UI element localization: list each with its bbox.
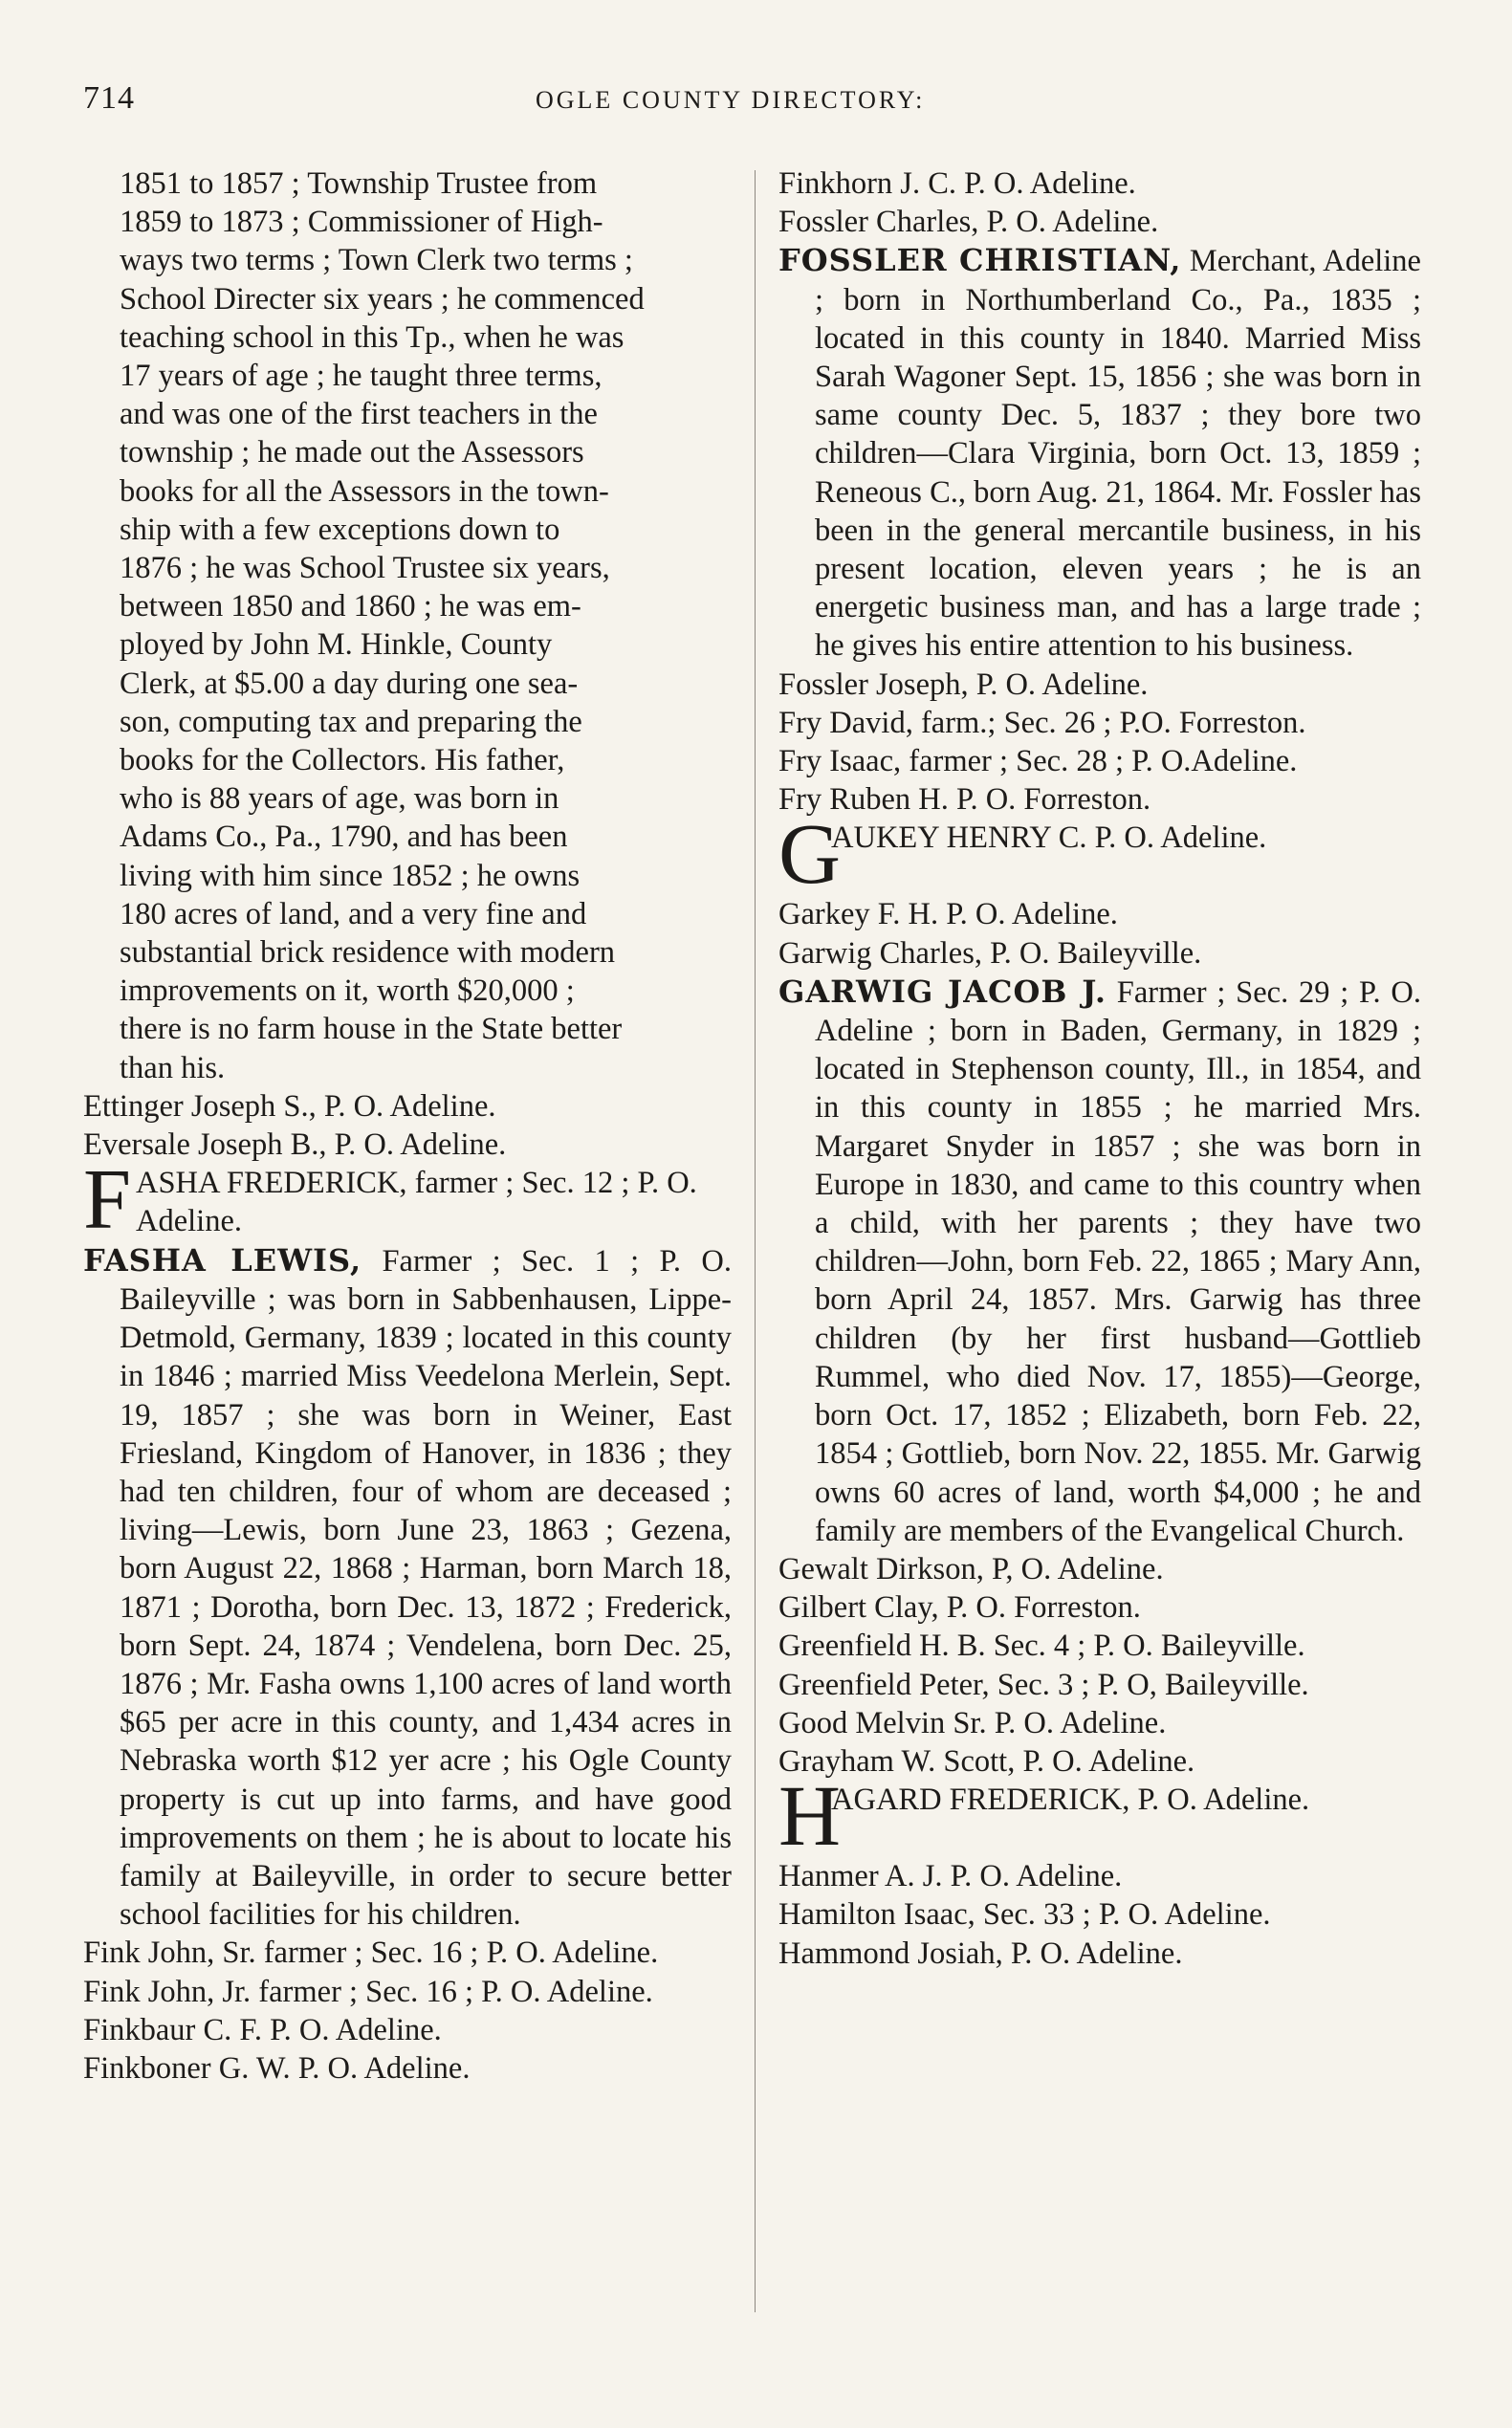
directory-entry: Good Melvin Sr. P. O. Adeline.	[778, 1705, 1167, 1740]
directory-entry: Garkey F. H. P. O. Adeline.	[778, 897, 1118, 932]
directory-entry: Eversale Joseph B., P. O. Adeline.	[83, 1127, 507, 1163]
text-line: township ; he made out the Assessors	[120, 435, 584, 470]
section-f	[83, 1152, 732, 1248]
entry-text: Farmer ; Sec. 29 ; P. O. Adeline ; born in Baden, Germany, in 1829 ; located in Stephenson county, Ill., in 1854, and in this county in 1855 ; he married Mrs. Margaret Snyder in 1857 ; she was born in Europe in 1830, and came to this country when a child, with her parents ; they have two children—John, born Feb. 22, 1865 ; Mary Ann, born April 24, 1857. Mrs. Garwig has three children (by her first husband—Gottlieb Rummel, who died Nov. 17, 1855)—George, born Oct. 17, 1852 ; Elizabeth, born Feb. 22, 1854 ; Gottlieb, born Nov. 22, 1855. Mr. Garwig owns 60 acres of land, worth $4,000 ; he and family are members of the Evangelical Church.	[815, 974, 1421, 1548]
directory-entry: Gewalt Dirkson, P, O. Adeline.	[778, 1551, 1164, 1586]
directory-entry: Ettinger Joseph S., P. O. Adeline.	[83, 1088, 496, 1124]
directory-entry: Finkhorn J. C. P. O. Adeline.	[778, 166, 1136, 201]
directory-entry: Hamilton Isaac, Sec. 33 ; P. O. Adeline.	[778, 1897, 1271, 1933]
biography-entry	[778, 973, 1421, 1550]
directory-entry: Fry Isaac, farmer ; Sec. 28 ; P. O.Adeline.	[778, 744, 1298, 779]
directory-entry: Hanmer A. J. P. O. Adeline.	[778, 1859, 1123, 1894]
directory-entry: AGARD FREDERICK, P. O. Adeline.	[831, 1783, 1310, 1818]
text-line: ship with a few exceptions down to	[120, 512, 560, 547]
section-h	[778, 1769, 1421, 1865]
entry-name: FOSSLER CHRISTIAN,	[778, 242, 1182, 279]
text-line: there is no farm house in the State better	[120, 1012, 623, 1047]
dropcap-letter: F	[83, 1152, 132, 1248]
page-number: 714	[83, 80, 135, 116]
left-column	[83, 164, 732, 2088]
text-line: Clerk, at $5.00 a day during one sea-	[120, 666, 579, 701]
directory-entry: Greenfield H. B. Sec. 4 ; P. O. Baileyville.	[778, 1629, 1305, 1664]
directory-entry: Fossler Joseph, P. O. Adeline.	[778, 667, 1149, 702]
text-line: son, computing tax and preparing the	[120, 704, 582, 739]
directory-entry: ASHA FREDERICK, farmer ; Sec. 12 ; P. O. Adeline.	[136, 1166, 697, 1239]
text-line: ways two terms ; Town Clerk two terms ;	[120, 243, 633, 278]
directory-entry: Fossler Charles, P. O. Adeline.	[778, 205, 1159, 240]
text-line: than his.	[120, 1050, 226, 1085]
entry-name: GARWIG JACOB J.	[778, 973, 1107, 1010]
text-line: School Directer six years ; he commenced	[120, 281, 645, 317]
dropcap-letter: H	[778, 1769, 841, 1865]
directory-entry: Fry David, farm.; Sec. 26 ; P.O. Forreston.	[778, 705, 1306, 740]
column-divider	[755, 170, 756, 2312]
text-line: Adams Co., Pa., 1790, and has been	[120, 820, 568, 855]
text-line: who is 88 years of age, was born in	[120, 781, 559, 817]
text-line: ployed by John M. Hinkle, County	[120, 627, 553, 663]
entry-text: Merchant, Adeline ; born in Northumberland Co., Pa., 1835 ; located in this county in 1840. Married Miss Sarah Wagoner Sept. 15, 1856 ; she was born in same county Dec. 5, 1837 ; they bore two children—Clara Virginia, born Oct. 13, 1859 ; Reneous C., born Aug. 21, 1864. Mr. Fossler has been in the general mercantile business, in his present location, eleven years ; he is an energetic business man, and has a large trade ; he gives his entire attention to his business.	[815, 244, 1421, 664]
directory-entry: Hammond Josiah, P. O. Adeline.	[778, 1936, 1183, 1971]
directory-entry: Fink John, Sr. farmer ; Sec. 16 ; P. O. Adeline.	[83, 1936, 659, 1971]
text-line: 180 acres of land, and a very fine and	[120, 896, 587, 931]
text-line: books for all the Assessors in the town-	[120, 473, 609, 509]
text-line: 1851 to 1857 ; Township Trustee from	[120, 166, 598, 201]
text-line: substantial brick residence with modern	[120, 935, 616, 971]
text-line: books for the Collectors. His father,	[120, 743, 565, 778]
right-column	[778, 164, 1421, 1973]
text-line: living with him since 1852 ; he owns	[120, 858, 581, 893]
directory-entry: AUKEY HENRY C. P. O. Adeline.	[831, 820, 1267, 856]
text-line: teaching school in this Tp., when he was	[120, 319, 625, 355]
text-line: between 1850 and 1860 ; he was em-	[120, 589, 581, 624]
text-line: and was one of the first teachers in the	[120, 397, 598, 432]
running-title: OGLE COUNTY DIRECTORY:	[536, 86, 926, 114]
continued-biography	[83, 164, 732, 1087]
entry-text: Farmer ; Sec. 1 ; P. O. Baileyville ; was born in Sabbenhausen, Lippe-Detmold, Germany, 1839 ; located in this county in 1846 ; married Miss Veedelona Merlein, Sept. 19, 1857 ; she was born in Weiner, East Friesland, Kingdom of Hanover, in 1836 ; they had ten children, four of whom are deceased ; living—Lewis, born June 23, 1863 ; Gezena, born August 22, 1868 ; Harman, born March 18, 1871 ; Dorotha, born Dec. 13, 1872 ; Frederick, born Sept. 24, 1874 ; Vendelena, born Dec. 25, 1876 ; Mr. Fasha owns 1,100 acres of land worth $65 per acre in this county, and 1,434 acres in Nebraska worth $12 yer acre ; his Ogle County property is cut up into farms, and have good improvements on them ; he is about to locate his family at Baileyville, in order to secure better school facilities for his children.	[120, 1243, 733, 1933]
text-line: 1876 ; he was School Trustee six years,	[120, 551, 610, 586]
directory-entry: Grayham W. Scott, P. O. Adeline.	[778, 1743, 1195, 1779]
entry-name: FASHA LEWIS,	[83, 1241, 362, 1279]
directory-entry: Finkbaur C. F. P. O. Adeline.	[83, 2012, 442, 2047]
text-line: 1859 to 1873 ; Commissioner of High-	[120, 205, 603, 240]
directory-entry: Greenfield Peter, Sec. 3 ; P. O, Baileyville.	[778, 1667, 1309, 1702]
section-g	[778, 807, 1421, 903]
biography-entry	[83, 1241, 732, 1935]
text-line: improvements on it, worth $20,000 ;	[120, 973, 575, 1009]
directory-entry: Fink John, Jr. farmer ; Sec. 16 ; P. O. Adeline.	[83, 1974, 653, 2009]
directory-entry: Gilbert Clay, P. O. Forreston.	[778, 1590, 1141, 1626]
directory-entry: Finkboner G. W. P. O. Adeline.	[83, 2050, 471, 2086]
directory-entry: Garwig Charles, P. O. Baileyville.	[778, 935, 1202, 971]
text-line: 17 years of age ; he taught three terms,	[120, 359, 603, 394]
dropcap-letter: G	[778, 807, 841, 903]
biography-entry	[778, 241, 1421, 665]
directory-entry: Fry Ruben H. P. O. Forreston.	[778, 782, 1151, 818]
